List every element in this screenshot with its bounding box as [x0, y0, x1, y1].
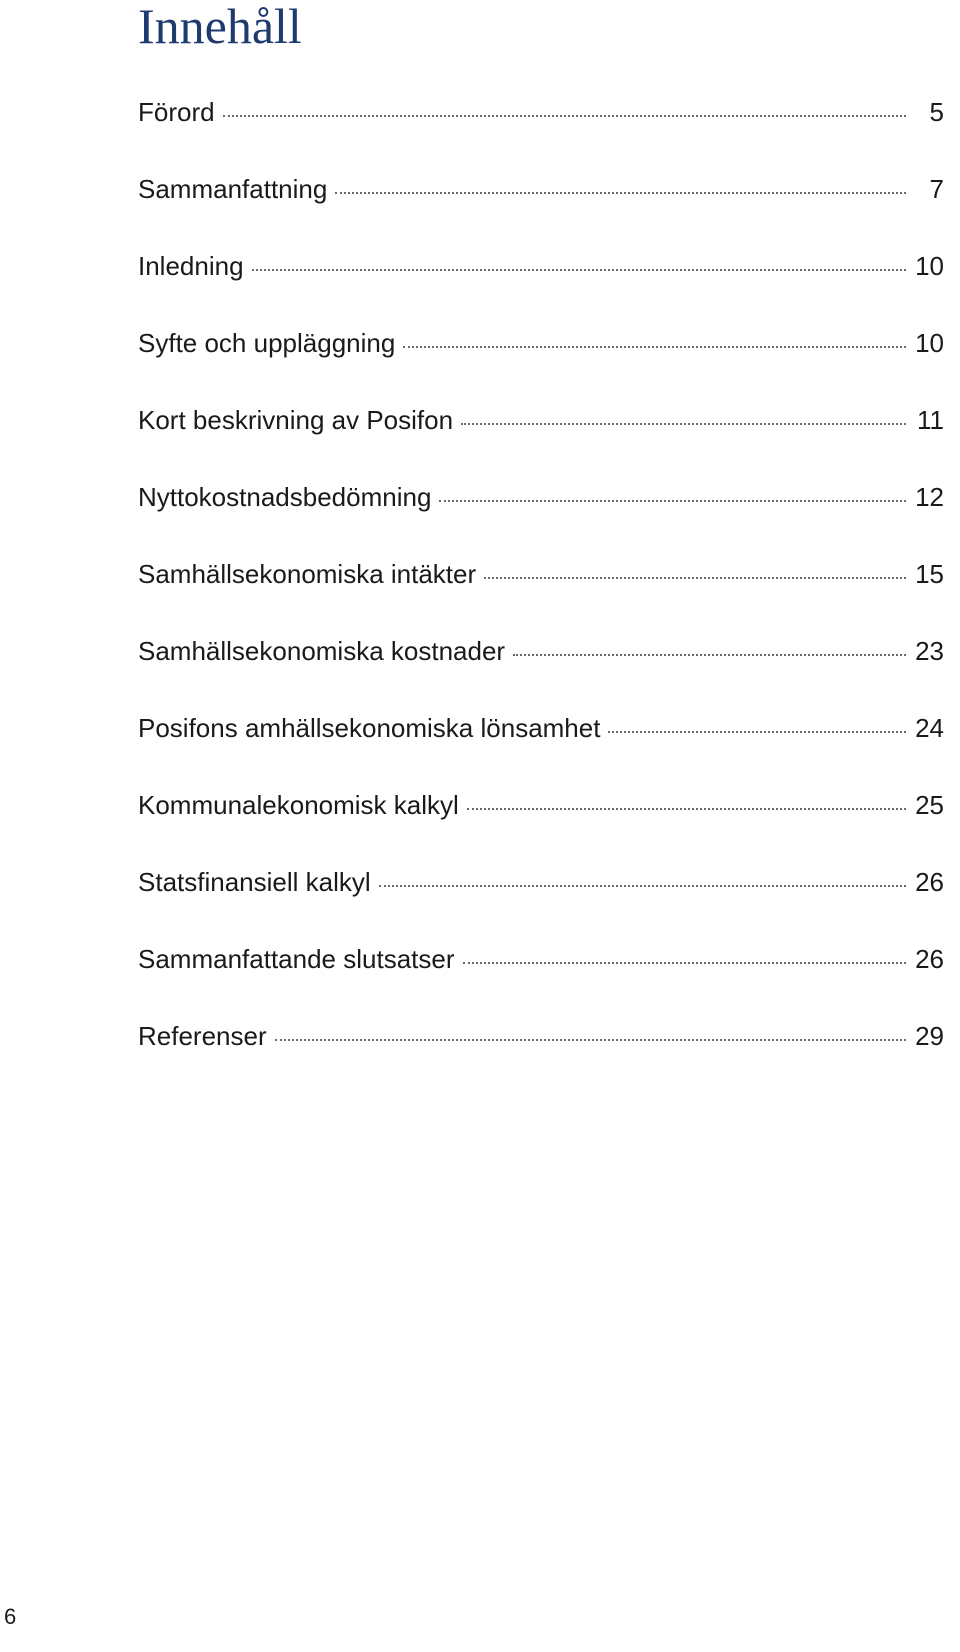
- toc-dot-leader: [484, 577, 906, 579]
- toc-entry-page: 23: [915, 636, 944, 666]
- toc-entry-label: Samhällsekonomiska intäkter: [138, 559, 477, 589]
- toc-entry-page: 12: [915, 482, 944, 512]
- toc-entry-label: Referenser: [138, 1021, 267, 1051]
- page-title: Innehåll: [138, 0, 302, 54]
- toc-entry-page: 26: [915, 944, 944, 974]
- toc-entry-label: Kort beskrivning av Posifon: [138, 405, 454, 435]
- toc-entry-page: 7: [929, 174, 944, 204]
- toc-entry[interactable]: [138, 944, 944, 1021]
- toc-entry-page: 5: [929, 97, 944, 127]
- toc-entry[interactable]: [138, 713, 944, 790]
- toc-entry-label: Kommunalekonomisk kalkyl: [138, 790, 459, 820]
- toc-entry[interactable]: [138, 790, 944, 867]
- toc-entry-label: Sammanfattning: [138, 174, 328, 204]
- toc-dot-leader: [463, 962, 907, 964]
- toc-entry-label: Syfte och uppläggning: [138, 328, 396, 358]
- toc-dot-leader: [223, 115, 906, 117]
- page-number: 6: [4, 1604, 17, 1629]
- table-of-contents: [138, 97, 944, 1098]
- toc-dot-leader: [252, 269, 906, 271]
- toc-entry[interactable]: [138, 251, 944, 328]
- toc-dot-leader: [275, 1039, 906, 1041]
- toc-entry-page: 11: [917, 405, 944, 435]
- toc-entry[interactable]: [138, 636, 944, 713]
- toc-entry[interactable]: [138, 97, 944, 174]
- toc-entry[interactable]: [138, 405, 944, 482]
- toc-dot-leader: [461, 423, 906, 425]
- toc-entry-page: 29: [915, 1021, 944, 1051]
- toc-entry-page: 26: [915, 867, 944, 897]
- toc-entry[interactable]: [138, 482, 944, 559]
- toc-entry-page: 10: [915, 251, 944, 281]
- toc-entry-label: Inledning: [138, 251, 244, 281]
- toc-dot-leader: [467, 808, 906, 810]
- toc-dot-leader: [513, 654, 906, 656]
- toc-entry-page: 24: [915, 713, 944, 743]
- toc-dot-leader: [335, 192, 906, 194]
- toc-dot-leader: [608, 731, 906, 733]
- toc-entry-page: 25: [915, 790, 944, 820]
- toc-dot-leader: [379, 885, 906, 887]
- toc-entry-label: Statsfinansiell kalkyl: [138, 867, 371, 897]
- toc-entry[interactable]: [138, 867, 944, 944]
- toc-dot-leader: [403, 346, 906, 348]
- toc-entry[interactable]: [138, 1021, 944, 1098]
- toc-entry[interactable]: [138, 328, 944, 405]
- toc-entry-label: Samhällsekonomiska kostnader: [138, 636, 506, 666]
- toc-entry[interactable]: [138, 559, 944, 636]
- toc-entry[interactable]: [138, 174, 944, 251]
- toc-entry-label: Posifons amhällsekonomiska lönsamhet: [138, 713, 601, 743]
- toc-dot-leader: [439, 500, 906, 502]
- toc-entry-label: Sammanfattande slutsatser: [138, 944, 455, 974]
- toc-entry-label: Nyttokostnadsbedömning: [138, 482, 432, 512]
- toc-entry-page: 15: [915, 559, 944, 589]
- toc-entry-page: 10: [915, 328, 944, 358]
- toc-entry-label: Förord: [138, 97, 215, 127]
